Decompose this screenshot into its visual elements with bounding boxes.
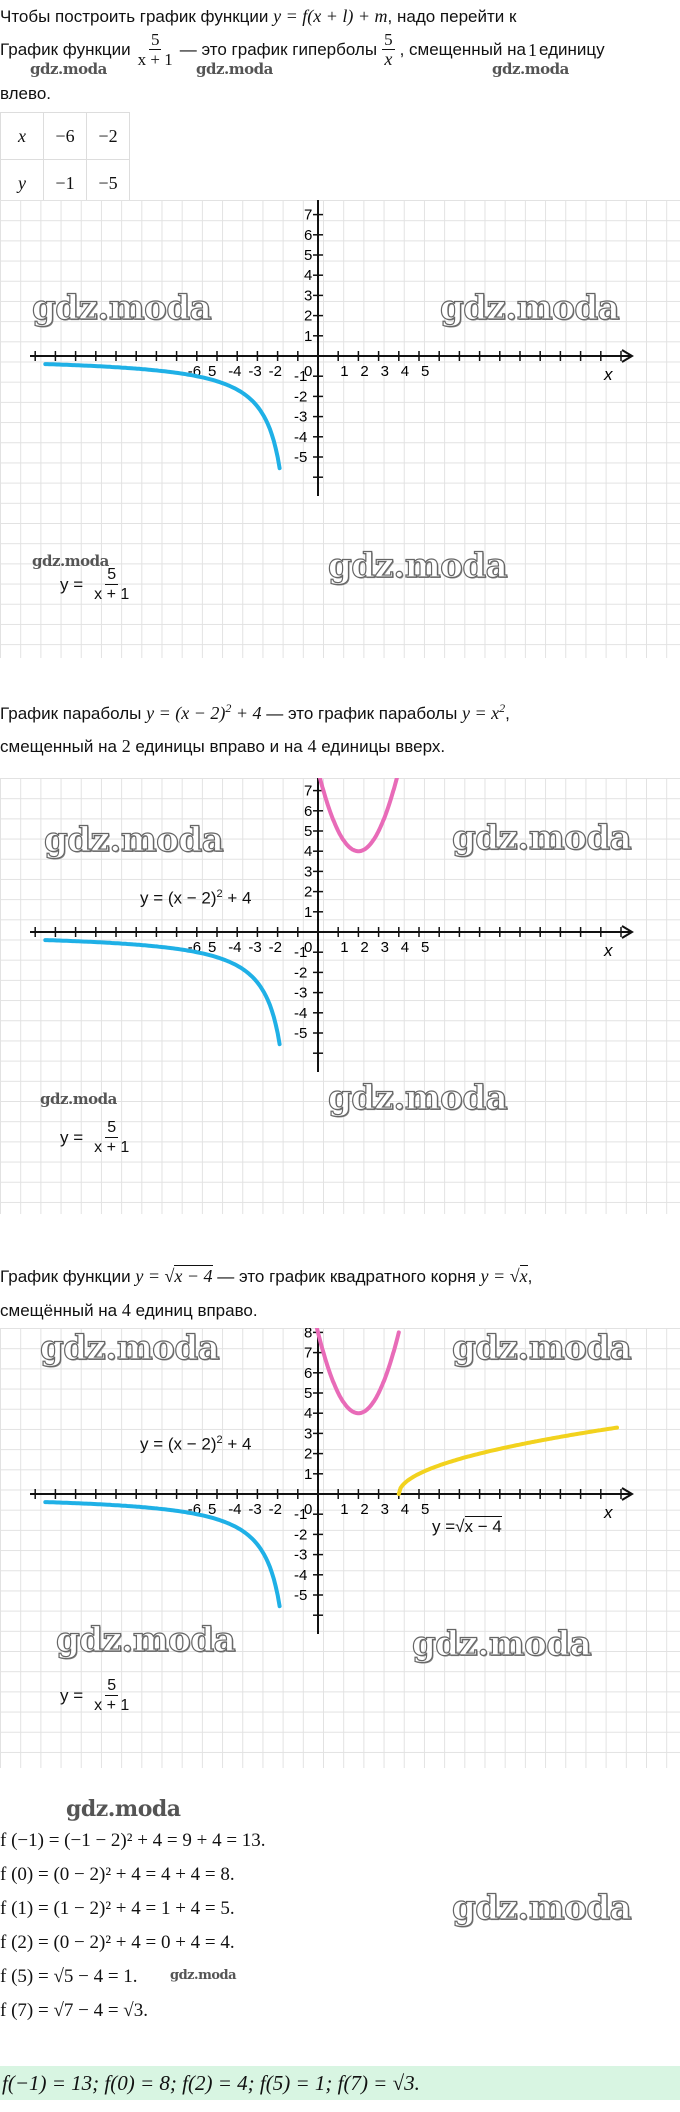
y-tick-label: 4 xyxy=(304,267,313,285)
sqrt-label: y = √ x − 4 xyxy=(432,1516,502,1536)
s2-formula-2: y = x xyxy=(462,703,500,723)
x-tick-label: 4 xyxy=(400,939,410,956)
y-tick-label: -1 xyxy=(294,368,308,386)
y-tick-label: -5 xyxy=(294,449,308,466)
hyperbola-label xyxy=(60,1676,134,1715)
x-tick-label: 0 xyxy=(304,1501,313,1518)
intro-tail: , надо перейти к xyxy=(387,7,517,26)
x-tick-label: 5 xyxy=(421,1501,430,1518)
x-tick-label: -6 xyxy=(187,1501,202,1518)
x-tick-label: -4 xyxy=(228,1501,242,1518)
x-tick-label: 4 xyxy=(400,1501,410,1518)
s3-text-2: — это график квадратного корня xyxy=(217,1267,476,1286)
s2-text-5: единицы вверх. xyxy=(321,737,446,756)
table-cell: y xyxy=(1,160,44,207)
label-lhs: y = xyxy=(60,1127,84,1147)
y-tick-label: 3 xyxy=(304,1425,313,1443)
x-tick-label: -4 xyxy=(228,939,242,956)
x-tick-label: 2 xyxy=(360,363,369,380)
section2-line-1: График параболы $y = (x - 2)^2 + 4$ — это график параболы $y = x^2$, xyxy=(0,701,510,723)
y-tick-label: -2 xyxy=(294,964,308,982)
watermark: gdz.moda xyxy=(452,1328,632,1368)
y-tick-label: 7 xyxy=(304,1344,313,1362)
y-tick-label: 4 xyxy=(304,1405,313,1423)
x-tick-label: -2 xyxy=(268,939,282,956)
section3-line-1: График функции y = √x − 4 — это график квадратного корня y = √x, xyxy=(0,1266,533,1286)
intro-text: Чтобы построить график функции xyxy=(0,7,269,26)
x-tick-label: 0 xyxy=(304,939,313,956)
x-tick-label: 3 xyxy=(380,1501,389,1518)
label-lhs: y = xyxy=(60,1685,84,1705)
hyperbola-label xyxy=(60,565,134,604)
watermark: gdz.moda xyxy=(412,1624,592,1664)
table-cell: x xyxy=(1,113,44,160)
intro-end: единицу xyxy=(538,39,605,59)
y-tick-label: -5 xyxy=(294,1025,308,1042)
fraction-5-over-x-plus-1 xyxy=(136,30,175,69)
x-tick-label: 1 xyxy=(340,1501,349,1518)
label-parabola: y = (x − 2) xyxy=(140,1434,217,1454)
computation-line: f (7) = √7 − 4 = √3. xyxy=(0,2000,148,2021)
watermark: gdz.moda xyxy=(452,1888,632,1928)
label-tail: + 4 xyxy=(222,888,252,908)
s2-text-2: — это график параболы xyxy=(266,704,458,723)
s3-text-3: смещённый на xyxy=(0,1301,118,1320)
hyperbola-curve xyxy=(45,940,279,1044)
y-tick-label: 1 xyxy=(304,903,313,921)
answer-box xyxy=(0,2066,680,2100)
watermark: gdz.moda xyxy=(196,60,273,78)
s2-text-3: смещенный на xyxy=(0,737,117,756)
x-tick-label: 5 xyxy=(208,363,217,380)
table-cell: −2 xyxy=(87,113,130,160)
y-tick-label: -2 xyxy=(294,388,308,406)
x-axis-label: x xyxy=(604,1503,613,1522)
y-tick-label: 2 xyxy=(304,883,313,901)
x-axis-label: x xyxy=(604,365,613,384)
x-tick-label: 1 xyxy=(340,363,349,380)
frac-den: x + 1 xyxy=(137,50,173,69)
y-tick-label: 5 xyxy=(304,823,313,840)
intro-lead: График функции xyxy=(0,39,131,59)
y-tick-label: 5 xyxy=(304,247,313,264)
computation-line: f (1) = (1 − 2)² + 4 = 1 + 4 = 5. xyxy=(0,1898,235,1919)
graph-2 xyxy=(0,778,680,1214)
y-tick-label: -4 xyxy=(294,428,308,446)
computation-line: f (5) = √5 − 4 = 1. xyxy=(0,1966,138,1987)
s3-arg-2: x xyxy=(519,1266,528,1286)
graph-3 xyxy=(0,1328,680,1768)
label-den: x + 1 xyxy=(94,1139,130,1156)
y-tick-label: -3 xyxy=(294,1546,308,1564)
watermark: gdz.moda xyxy=(56,1620,236,1660)
x-tick-label: -2 xyxy=(268,1501,282,1518)
s3-lhs-2: y = xyxy=(480,1266,510,1286)
label-num: 5 xyxy=(107,1119,117,1136)
y-tick-label xyxy=(304,778,312,779)
y-tick-label: 8 xyxy=(304,1328,313,1342)
intro-line-1 xyxy=(0,4,660,29)
s2-n-up: 4 xyxy=(307,736,317,756)
y-tick-label: -4 xyxy=(294,1566,308,1584)
computation-line: f (−1) = (−1 − 2)² + 4 = 9 + 4 = 13. xyxy=(0,1830,266,1851)
x-tick-label: 3 xyxy=(380,939,389,956)
y-tick-label: 6 xyxy=(304,802,313,820)
watermark: gdz.moda xyxy=(492,60,569,78)
section3-line-2 xyxy=(0,1298,660,1323)
y-tick-label: 3 xyxy=(304,863,313,881)
x-tick-label: -6 xyxy=(187,363,202,380)
parabola-curve xyxy=(314,1328,399,1413)
x-tick-label: 5 xyxy=(421,939,430,956)
hyperbola-curve xyxy=(45,364,279,468)
x-tick-label: 2 xyxy=(360,939,369,956)
frac-den: x xyxy=(384,49,393,69)
watermark: gdz.moda xyxy=(30,60,107,78)
x-tick-label: -3 xyxy=(248,1501,262,1518)
fraction-5-over-x xyxy=(382,30,395,69)
x-tick-label: 3 xyxy=(380,363,389,380)
s3-arg: x − 4 xyxy=(174,1266,213,1286)
y-tick-label: -4 xyxy=(294,1004,308,1022)
graph-1 xyxy=(0,200,680,658)
watermark: gdz.moda xyxy=(40,1328,220,1368)
y-tick-label: 1 xyxy=(304,327,313,345)
watermark: gdz.moda xyxy=(440,288,620,328)
parabola-label xyxy=(140,888,252,909)
y-tick-label: 7 xyxy=(304,782,313,800)
y-tick-label: 6 xyxy=(304,1364,313,1382)
intro-mid: — это график гиперболы xyxy=(179,39,378,59)
x-tick-label: -3 xyxy=(248,363,262,380)
y-tick-label: -5 xyxy=(294,1587,308,1604)
watermark: gdz.moda xyxy=(32,288,212,328)
y-tick-label: 3 xyxy=(304,287,313,305)
y-tick-label: -1 xyxy=(294,944,308,962)
label-lhs: y = xyxy=(60,574,84,594)
frac-num: 5 xyxy=(150,30,160,49)
label-exp: 2 xyxy=(216,888,223,900)
watermark: gdz.moda xyxy=(66,1796,181,1822)
watermark: gdz.moda xyxy=(40,1090,117,1108)
y-tick-label: -2 xyxy=(294,1526,308,1544)
watermark: gdz.moda xyxy=(44,820,224,860)
x-tick-label: -2 xyxy=(268,363,282,380)
x-tick-label: -6 xyxy=(187,939,202,956)
intro-formula: y = f(x + l) + m xyxy=(273,6,388,26)
shift-value: 1 xyxy=(527,39,537,60)
table-cell: −1 xyxy=(44,160,87,207)
y-tick-label: -3 xyxy=(294,408,308,426)
intro-tail-2: , смещенный на xyxy=(399,39,526,59)
label-num: 5 xyxy=(107,566,117,583)
s2-formula-tail: + 4 xyxy=(231,703,262,723)
x-axis-label: x xyxy=(604,941,613,960)
x-tick-label: 0 xyxy=(304,363,313,380)
computation-line: f (0) = (0 − 2)² + 4 = 4 + 4 = 8. xyxy=(0,1864,235,1885)
x-tick-label: 5 xyxy=(421,363,430,380)
watermark: gdz.moda xyxy=(328,546,508,586)
label-tail: + 4 xyxy=(222,1434,252,1454)
y-tick-label: 2 xyxy=(304,307,313,325)
label-den: x + 1 xyxy=(94,1697,130,1714)
y-tick-label xyxy=(304,200,312,203)
watermark: gdz.moda xyxy=(170,1968,237,1983)
y-tick-label: 5 xyxy=(304,1385,313,1402)
x-tick-label: 4 xyxy=(400,363,410,380)
label-arg: x − 4 xyxy=(464,1517,502,1536)
watermark: gdz.moda xyxy=(328,1078,508,1118)
s2-exp-2: 2 xyxy=(499,701,506,715)
hyperbola-curve xyxy=(45,1502,279,1606)
label-lhs: y = xyxy=(432,1516,456,1536)
intro-line-3: влево. xyxy=(0,84,52,103)
x-tick-label: -3 xyxy=(248,939,262,956)
table-cell: −6 xyxy=(44,113,87,160)
y-tick-label: 2 xyxy=(304,1445,313,1463)
s3-n-right: 4 xyxy=(121,1300,131,1320)
label-parabola: y = (x − 2) xyxy=(140,888,217,908)
y-tick-label: 6 xyxy=(304,226,313,244)
y-tick-label: 1 xyxy=(304,1465,313,1483)
section2-line-2 xyxy=(0,734,660,759)
x-tick-label: 5 xyxy=(208,1501,217,1518)
y-tick-label: -3 xyxy=(294,984,308,1002)
answer-text: f(−1) = 13; f(0) = 8; f(2) = 4; f(5) = 1; f(7) = √3. xyxy=(2,2070,420,2095)
label-num: 5 xyxy=(107,1677,117,1694)
x-tick-label: 2 xyxy=(360,1501,369,1518)
parabola-label xyxy=(140,1434,252,1455)
y-tick-label: 7 xyxy=(304,206,313,224)
sqrt-curve xyxy=(399,1428,617,1494)
xy-table xyxy=(0,112,130,207)
watermark: gdz.moda xyxy=(452,818,632,858)
x-tick-label: -4 xyxy=(228,363,242,380)
hyperbola-label xyxy=(60,1118,134,1157)
s3-text: График функции xyxy=(0,1267,131,1286)
computation-line: f (2) = (0 − 2)² + 4 = 0 + 4 = 4. xyxy=(0,1932,235,1953)
label-exp: 2 xyxy=(216,1434,223,1446)
s2-text: График параболы xyxy=(0,704,142,723)
y-tick-label: -1 xyxy=(294,1506,308,1524)
table-cell: −5 xyxy=(87,160,130,207)
s3-text-4: единиц вправо. xyxy=(135,1301,258,1320)
s2-n-right: 2 xyxy=(121,736,131,756)
s3-lhs: y = xyxy=(135,1266,165,1286)
x-tick-label: 5 xyxy=(208,939,217,956)
table-row xyxy=(1,113,130,160)
watermark: gdz.moda xyxy=(32,552,109,570)
s2-formula: y = (x − 2) xyxy=(146,703,226,723)
s2-exp: 2 xyxy=(225,701,232,715)
label-den: x + 1 xyxy=(94,586,130,603)
frac-num: 5 xyxy=(384,30,393,49)
s2-text-4: единицы вправо и на xyxy=(135,737,303,756)
x-tick-label: 1 xyxy=(340,939,349,956)
y-tick-label: 4 xyxy=(304,843,313,861)
parabola-curve xyxy=(314,778,399,851)
